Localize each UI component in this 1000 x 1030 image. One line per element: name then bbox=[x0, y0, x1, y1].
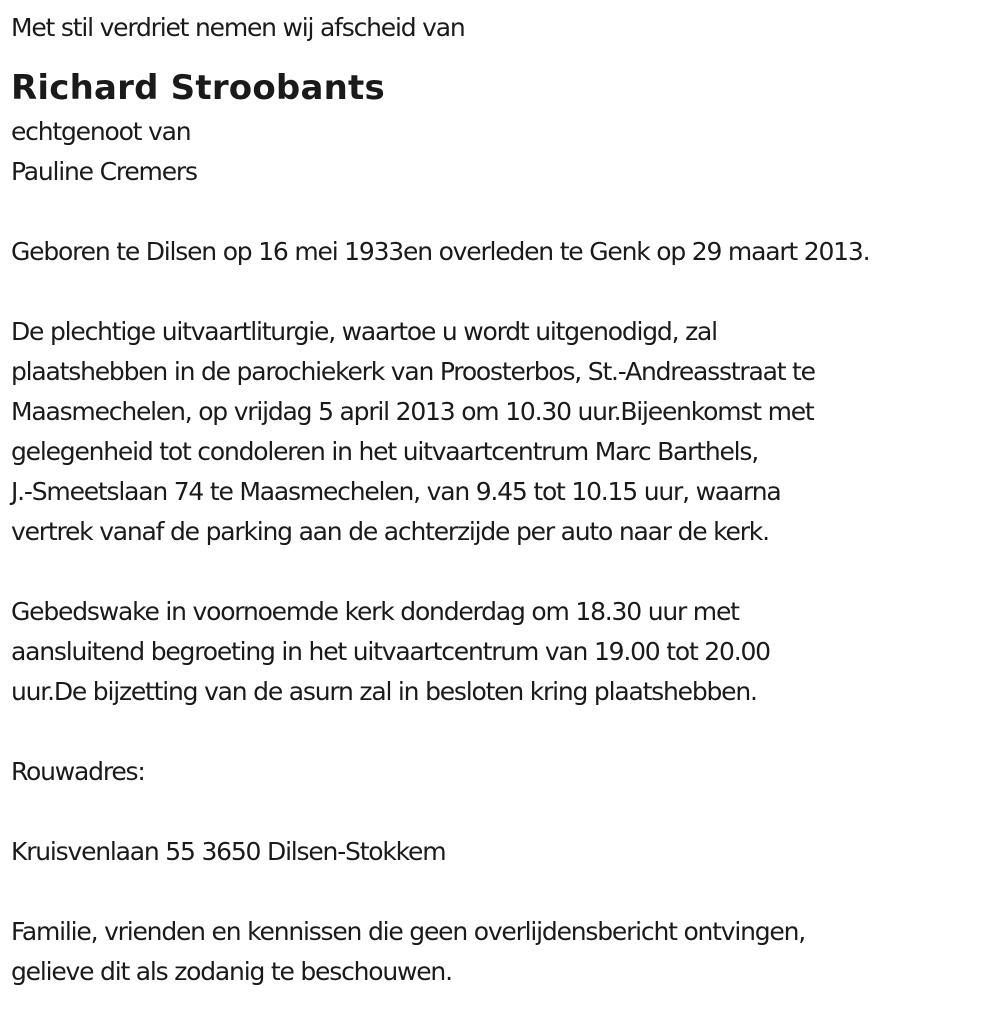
funeral-line: Maasmechelen, op vrijdag 5 april 2013 om 10.30 uur.Bijeenkomst met bbox=[11, 397, 814, 426]
vigil-line: Gebedswake in voornoemde kerk donderdag om 18.30 uur met bbox=[11, 597, 739, 626]
relation-text: echtgenoot van bbox=[11, 117, 191, 146]
spouse-name: Pauline Cremers bbox=[11, 157, 197, 186]
spacer bbox=[11, 792, 1000, 832]
funeral-line: gelegenheid tot condoleren in het uitvaartcentrum Marc Barthels, bbox=[11, 437, 759, 466]
address-value: Kruisvenlaan 55 3650 Dilsen-Stokkem bbox=[11, 837, 446, 866]
address-label: Rouwadres: bbox=[11, 757, 145, 786]
vigil-line: uur.De bijzetting van de asurn zal in besloten kring plaatshebben. bbox=[11, 677, 757, 706]
spacer bbox=[11, 872, 1000, 912]
closing-paragraph bbox=[11, 912, 1000, 992]
funeral-line: plaatshebben in de parochiekerk van Proosterbos, St.-Andreasstraat te bbox=[11, 357, 815, 386]
intro-text: Met stil verdriet nemen wij afscheid van bbox=[11, 13, 465, 42]
funeral-paragraph bbox=[11, 312, 1000, 552]
funeral-line: vertrek vanaf de parking aan de achterzijde per auto naar de kerk. bbox=[11, 517, 769, 546]
vigil-paragraph bbox=[11, 592, 1000, 712]
spacer bbox=[11, 552, 1000, 592]
closing-line: gelieve dit als zodanig te beschouwen. bbox=[11, 957, 452, 986]
deceased-name: Richard Stroobants bbox=[11, 68, 385, 108]
spacer bbox=[11, 272, 1000, 312]
spacer bbox=[11, 712, 1000, 752]
birth-death-text: Geboren te Dilsen op 16 mei 1933en overleden te Genk op 29 maart 2013. bbox=[11, 237, 870, 266]
funeral-line: De plechtige uitvaartliturgie, waartoe u wordt uitgenodigd, zal bbox=[11, 317, 717, 346]
closing-line: Familie, vrienden en kennissen die geen overlijdensbericht ontvingen, bbox=[11, 917, 806, 946]
spacer bbox=[11, 192, 1000, 232]
funeral-line: J.-Smeetslaan 74 te Maasmechelen, van 9.45 tot 10.15 uur, waarna bbox=[11, 477, 781, 506]
vigil-line: aansluitend begroeting in het uitvaartcentrum van 19.00 tot 20.00 bbox=[11, 637, 770, 666]
